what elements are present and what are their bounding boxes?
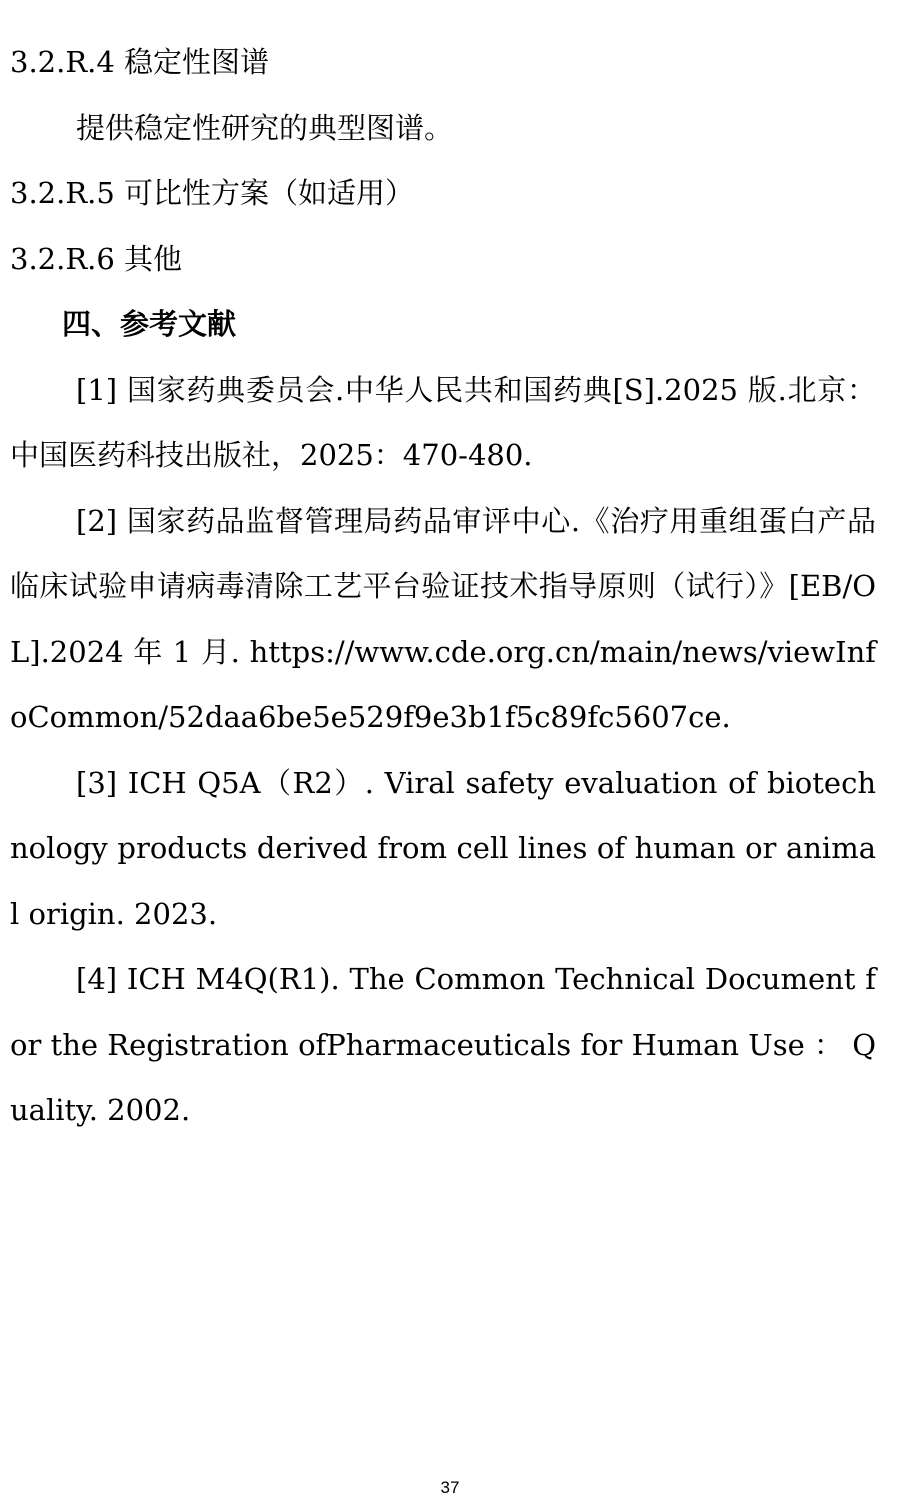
reference-item-1: [1] 国家药典委员会.中华人民共和国药典[S].2025 版.北京：中国医药科技出版社，2025：470-480. xyxy=(10,372,876,472)
section-body-r4: 提供稳定性研究的典型图谱。 xyxy=(76,110,454,145)
reference-item-3: [3] ICH Q5A（R2）. Viral safety evaluation of biotechnology products derived from cell lines of human or animal origin. 2023. xyxy=(10,765,876,931)
page-number: 37 xyxy=(440,1478,460,1497)
references-heading: 四、参考文献 xyxy=(62,307,237,341)
reference-item-4: [4] ICH M4Q(R1). The Common Technical Document for the Registration ofPharmaceuticals for Human Use ： Quality. 2002. xyxy=(10,962,876,1127)
section-title-r4: 3.2.R.4 稳定性图谱 xyxy=(10,45,270,79)
section-title-r5: 3.2.R.5 可比性方案（如适用） xyxy=(10,176,415,210)
section-title-r6: 3.2.R.6 其他 xyxy=(10,241,183,276)
document-page xyxy=(10,30,876,1144)
reference-item-2: [2] 国家药品监督管理局药品审评中心.《治疗用重组蛋白产品临床试验申请病毒清除工艺平台验证技术指导原则（试行）》[EB/OL].2024 年 1 月. https://www.cde.org.cn/main/news/viewInfoCommon/52daa6be5e529f9e3b1f5c89fc5607ce. xyxy=(10,503,876,734)
